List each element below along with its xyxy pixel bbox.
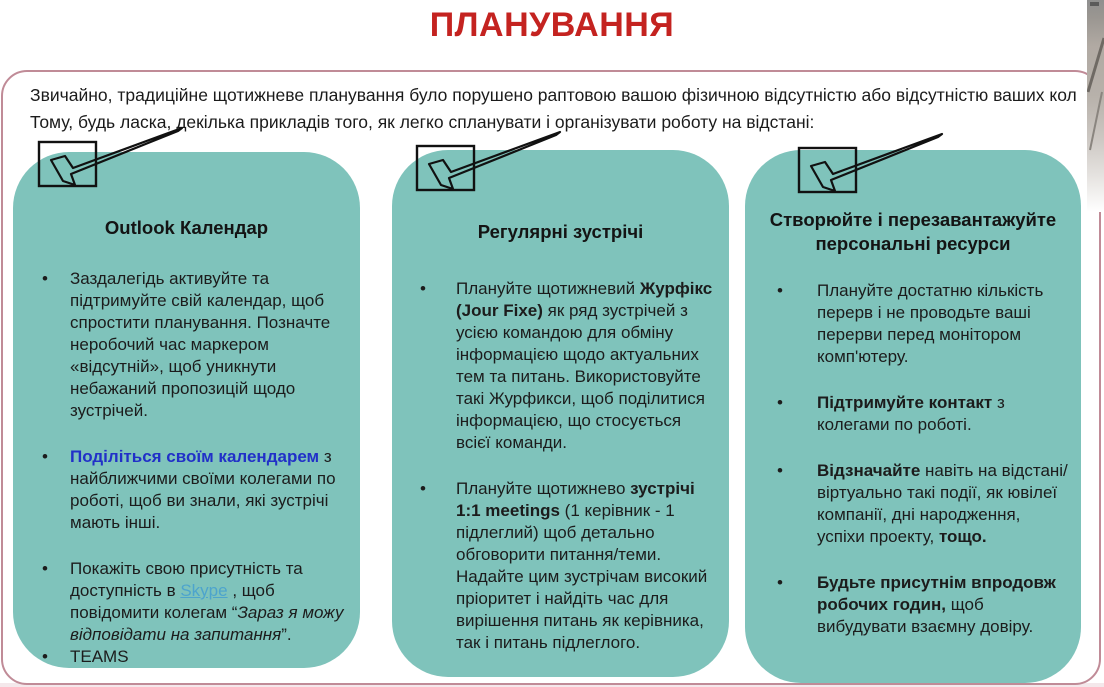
- bullet-item: [817, 392, 1069, 436]
- card-heading: Створюйте і перезавантажуйте персональні ресурси: [769, 209, 1057, 254]
- text-run: як ряд зустрічей з усією командою для обміну інформацією щодо актуальних тем та питань. Використовуйте такі Журфикси, щоб поділитися інформацією, що стосується всієї команди.: [456, 301, 705, 452]
- bullet-item: [70, 558, 346, 646]
- text-run: Заздалегідь активуйте та підтримуйте свій календар, щоб спростити планування. Позначте неробочий час маркером «відсутній», щоб уникнути небажаний пропозицій щодо зустрічей.: [70, 269, 331, 420]
- intro-paragraph: [30, 82, 1088, 136]
- bullet-item: [456, 278, 719, 454]
- checkbox-check-icon: [796, 132, 948, 194]
- text-run: Відзначайте: [817, 461, 921, 480]
- text-run: з найближчими своїми колегами по роботі, щоб ви знали, які зустрічі мають інші.: [70, 447, 336, 532]
- text-run: тощо.: [938, 527, 987, 546]
- text-run: Будьте присутнім впродовж робочих годин,: [817, 573, 1056, 614]
- text-run: зустрічі 1:1 meetings: [456, 479, 695, 520]
- intro-line-2: Тому, будь ласка, декілька прикладів того, як легко спланувати і організувати роботу на відстані:: [30, 112, 815, 132]
- text-run: , щоб повідомити колегам “: [70, 581, 275, 622]
- text-run: навіть на відстані/ віртуально такі події, як ювілеї компанії, дні народження, успіхи проекту,: [817, 461, 1068, 546]
- bullet-item: [70, 268, 346, 422]
- background-video-strip: [1087, 0, 1104, 212]
- bullet-item: [817, 280, 1069, 368]
- text-run: з колегами по роботі.: [817, 393, 1005, 434]
- text-run: Журфікс (Jour Fixe): [456, 279, 713, 320]
- text-run: Плануйте щотижнево: [456, 479, 631, 498]
- skype-link[interactable]: Skype: [180, 581, 228, 600]
- text-run: Плануйте достатню кількість перерв і не проводьте ваші перерви перед монітором комп'ютеру.: [817, 281, 1044, 366]
- text-run: щоб вибудувати взаємну довіру.: [817, 595, 1034, 636]
- card-bullets: [13, 268, 360, 668]
- card-heading: Регулярні зустрічі: [477, 221, 644, 242]
- card-heading: Outlook Календар: [104, 217, 269, 238]
- intro-line-1: Звичайно, традиційне щотижневе планування було порушено раптовою вашою фізичною відсутністю або відсутністю ваших кол: [30, 85, 1077, 105]
- bullet-item: [456, 478, 719, 654]
- text-run: ”.: [281, 625, 292, 644]
- bullet-item: [70, 646, 346, 668]
- text-run: Підтримуйте контакт: [817, 393, 993, 412]
- checkbox-check-icon: [414, 130, 566, 192]
- card-bullets: [745, 280, 1081, 638]
- bullet-item: [817, 572, 1069, 638]
- card-regular-meetings: [392, 150, 729, 677]
- text-run: (1 керівник - 1 підлеглий) щоб детально обговорити питання/теми. Надайте цим зустрічам високий пріоритет і найдіть час для вирішення питань як керівника, так і питань підлеглого.: [456, 501, 708, 652]
- card-outlook-calendar: [13, 152, 360, 668]
- bullet-item: [817, 460, 1069, 548]
- text-run: TEAMS: [70, 647, 129, 666]
- text-run: Покажіть свою присутність та доступність в: [70, 559, 303, 600]
- page-title: ПЛАНУВАННЯ: [429, 6, 675, 44]
- text-run: Плануйте щотижневий: [456, 279, 640, 298]
- card-personal-resources: [745, 150, 1081, 683]
- card-bullets: [392, 278, 729, 654]
- text-run: Поділіться своїм календарем: [70, 447, 320, 466]
- text-run: Зараз я можу відповідати на запитання: [70, 603, 344, 644]
- checkbox-check-icon: [36, 126, 188, 188]
- bullet-item: [70, 446, 346, 534]
